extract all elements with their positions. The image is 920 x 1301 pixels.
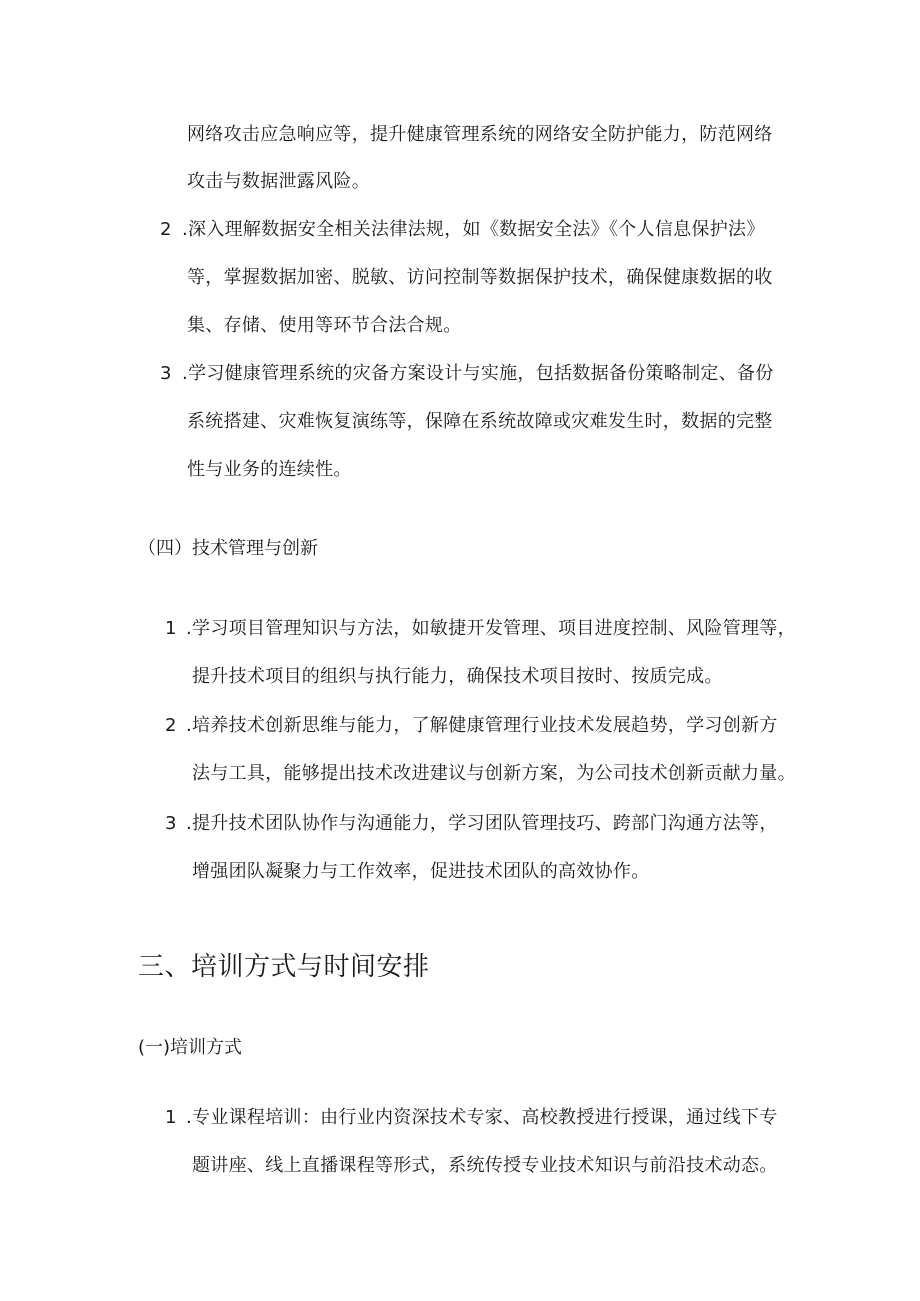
- list-item-number: 2: [160, 219, 172, 240]
- list-item-line: .深入理解数据安全相关法律法规，如《数据安全法》《个人信息保护法》: [182, 219, 765, 240]
- paragraph-line: 攻击与数据泄露风险。: [187, 171, 370, 192]
- chapter-heading: 三、培训方式与时间安排: [138, 952, 430, 982]
- list-item-number: 3: [160, 363, 172, 384]
- list-item-line: 系统搭建、灾难恢复演练等，保障在系统故障或灾难发生时，数据的完整: [187, 411, 773, 432]
- subsection-heading: (一)培训方式: [138, 1037, 243, 1058]
- list-item-line: 法与工具，能够提出技术改进建议与创新方案，为公司技术创新贡献力量。: [192, 763, 796, 784]
- list-item-number: 1: [165, 1107, 177, 1128]
- list-item-line: 等，掌握数据加密、脱敏、访问控制等数据保护技术，确保健康数据的收: [187, 267, 773, 288]
- list-item-number: 1: [165, 618, 177, 639]
- list-item-line: 增强团队凝聚力与工作效率，促进技术团队的高效协作。: [192, 861, 650, 882]
- list-item-line: .培养技术创新思维与能力，了解健康管理行业技术发展趋势，学习创新方: [186, 715, 778, 736]
- paragraph-line: 网络攻击应急响应等，提升健康管理系统的网络安全防护能力，防范网络: [187, 124, 773, 145]
- list-item-line: 性与业务的连续性。: [187, 459, 352, 480]
- list-item-line: .专业课程培训：由行业内资深技术专家、高校教授进行授课，通过线下专: [186, 1107, 778, 1128]
- list-item-line: .学习健康管理系统的灾备方案设计与实施，包括数据备份策略制定、备份: [182, 363, 774, 384]
- list-item-line: 集、存储、使用等环节合法合规。: [187, 315, 462, 336]
- section-heading: （四）技术管理与创新: [138, 538, 318, 559]
- list-item-number: 2: [165, 715, 177, 736]
- list-item-line: .提升技术团队协作与沟通能力，学习团队管理技巧、跨部门沟通方法等，: [186, 813, 778, 834]
- list-item-line: .学习项目管理知识与方法，如敏捷开发管理、项目进度控制、风险管理等，: [186, 618, 796, 639]
- list-item-number: 3: [165, 813, 177, 834]
- list-item-line: 提升技术项目的组织与执行能力，确保技术项目按时、按质完成。: [192, 666, 723, 687]
- list-item-line: 题讲座、线上直播课程等形式，系统传授专业技术知识与前沿技术动态。: [192, 1155, 778, 1176]
